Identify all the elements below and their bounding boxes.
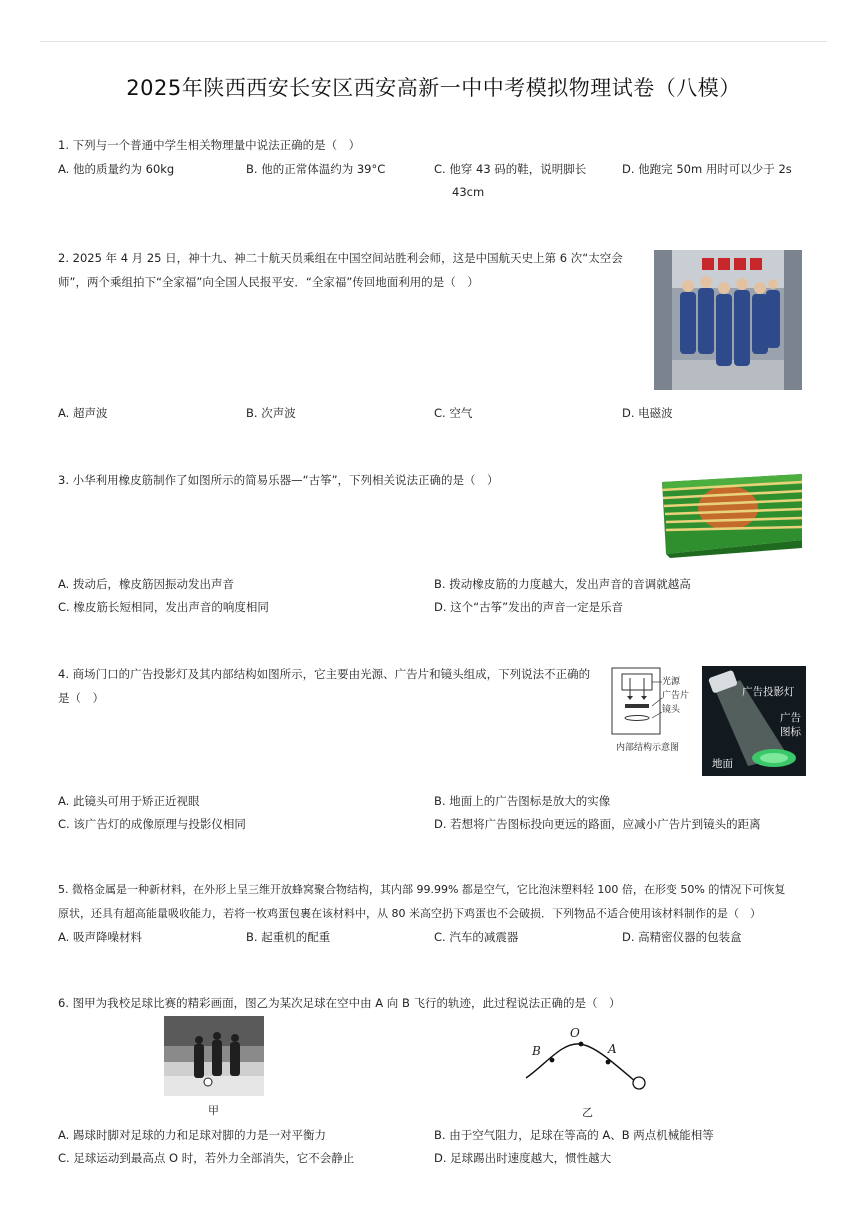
q3-option-d: D. 这个“古筝”发出的声音一定是乐音	[434, 600, 624, 614]
q5-option-a: A. 吸声降噪材料	[58, 930, 142, 944]
q1-option-a: A. 他的质量约为 60kg	[58, 162, 175, 176]
photo-label-ad: 广告	[780, 712, 801, 724]
caption-jia: 甲	[208, 1104, 219, 1117]
photo-label-projector: 广告投影灯	[742, 686, 795, 698]
question-6-stem: 6. 图甲为我校足球比赛的精彩画面，图乙为某次足球在空中由 A 向 B 飞行的轨迹，此过程说法正确的是（ ）	[58, 996, 621, 1010]
astronauts-photo	[654, 250, 802, 390]
question-3-stem: 3. 小华利用橡皮筋制作了如图所示的简易乐器—“古筝”，下列相关说法正确的是（ ）	[58, 473, 499, 487]
q4-option-d: D. 若想将广告图标投向更远的路面，应减小广告片到镜头的距离	[434, 817, 761, 831]
q2-option-d: D. 电磁波	[622, 406, 673, 420]
diagram-caption: 内部结构示意图	[616, 743, 680, 753]
page-title: 2025年陕西西安长安区西安高新一中中考模拟物理试卷（八模）	[126, 76, 741, 100]
q5-option-c: C. 汽车的减震器	[434, 930, 519, 944]
q6-option-a: A. 踢球时脚对足球的力和足球对脚的力是一对平衡力	[58, 1128, 326, 1142]
point-b-label: B	[532, 1044, 541, 1058]
q2-option-c: C. 空气	[434, 406, 473, 420]
q4-option-b: B. 地面上的广告图标是放大的实像	[434, 794, 611, 808]
q2-option-a: A. 超声波	[58, 406, 108, 420]
q3-option-c: C. 橡皮筋长短相同，发出声音的响度相同	[58, 600, 269, 614]
question-5-stem-line1: 5. 微格金属是一种新材料，在外形上呈三维开放蜂窝聚合物结构，其内部 99.99% 都是空气，它比泡沫塑料轻 100 倍，在形变 50% 的情况下可恢复	[58, 883, 786, 896]
question-4-stem-line2: 是（ ）	[58, 691, 104, 705]
q1-option-b: B. 他的正常体温约为 39°C	[246, 162, 386, 176]
caption-yi: 乙	[582, 1106, 593, 1119]
question-4-stem-line1: 4. 商场门口的广告投影灯及其内部结构如图所示，它主要由光源、广告片和镜头组成，下列说法不正确的	[58, 667, 591, 681]
projector-photo	[702, 666, 806, 776]
photo-label-icon: 图标	[780, 726, 801, 738]
trajectory-diagram	[522, 1020, 652, 1096]
label-lens: 镜头	[662, 705, 681, 715]
q1-option-d: D. 他跑完 50m 用时可以少于 2s	[622, 162, 792, 176]
point-a-label: A	[608, 1042, 617, 1056]
q3-option-b: B. 拨动橡皮筋的力度越大，发出声音的音调就越高	[434, 577, 691, 591]
photo-label-ground: 地面	[712, 758, 733, 770]
q2-option-b: B. 次声波	[246, 406, 296, 420]
q4-option-c: C. 该广告灯的成像原理与投影仪相同	[58, 817, 246, 831]
q3-option-a: A. 拨动后，橡皮筋因振动发出声音	[58, 577, 234, 591]
question-2-stem-line1: 2. 2025 年 4 月 25 日，神十九、神二十航天员乘组在中国空间站胜利会师，这是中国航天史上第 6 次“太空会	[58, 251, 623, 265]
q6-option-b: B. 由于空气阻力，足球在等高的 A、B 两点机械能相等	[434, 1128, 714, 1142]
rubber-band-zither-image	[656, 470, 806, 558]
projector-structure-diagram	[610, 666, 702, 756]
question-2-stem-line2: 师”，两个乘组拍下“全家福”向全国人民报平安．“全家福”传回地面利用的是（ ）	[58, 275, 479, 289]
q1-option-c: C. 他穿 43 码的鞋，说明脚长	[434, 162, 587, 176]
q4-option-a: A. 此镜头可用于矫正近视眼	[58, 794, 200, 808]
q5-option-b: B. 起重机的配重	[246, 930, 331, 944]
question-1-stem: 1. 下列与一个普通中学生相关物理量中说法正确的是（ ）	[58, 138, 361, 152]
football-match-photo	[164, 1016, 264, 1096]
q6-option-d: D. 足球踢出时速度越大，惯性越大	[434, 1151, 612, 1165]
label-ad-slide: 广告片	[662, 691, 690, 701]
q6-option-c: C. 足球运动到最高点 O 时，若外力全部消失，它不会静止	[58, 1151, 355, 1165]
q5-option-d: D. 高精密仪器的包装盒	[622, 930, 742, 944]
top-divider	[40, 41, 827, 42]
label-light-source: 光源	[662, 677, 681, 687]
q1-option-c-continued: 43cm	[452, 185, 485, 199]
point-o-label: O	[570, 1026, 580, 1040]
question-5-stem-line2: 原状，还具有超高能量吸收能力，若将一枚鸡蛋包裹在该材料中，从 80 米高空扔下鸡蛋也不会破损．下列物品不适合使用该材料制作的是（ ）	[58, 907, 761, 920]
